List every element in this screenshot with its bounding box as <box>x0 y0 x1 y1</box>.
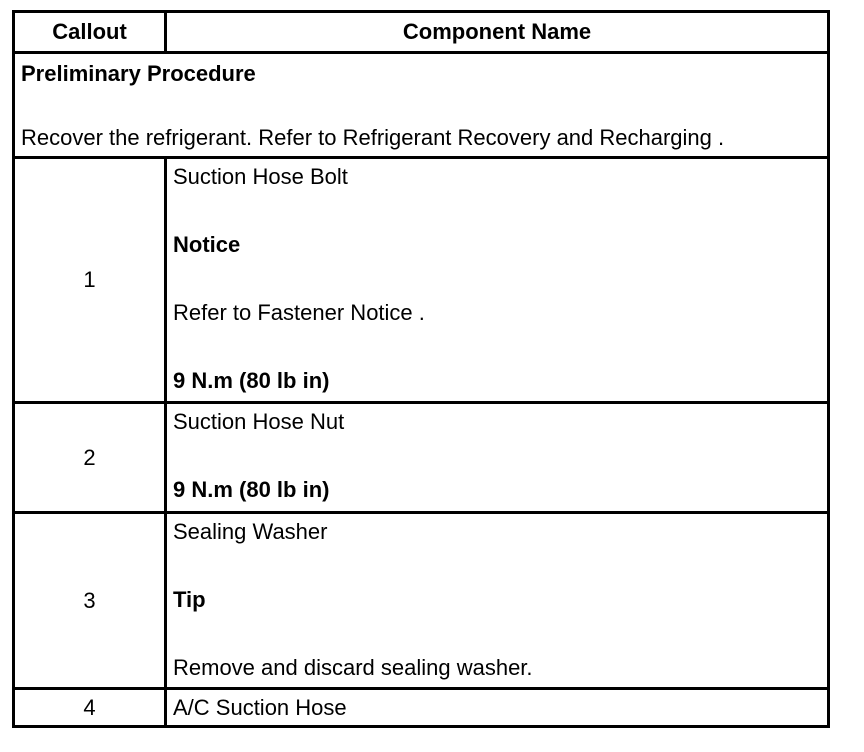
callout-number: 2 <box>14 403 166 513</box>
preliminary-title: Preliminary Procedure <box>21 61 256 86</box>
callout-number: 1 <box>14 158 166 403</box>
table-row <box>14 158 829 403</box>
component-name: Sealing Washer <box>173 519 328 544</box>
table-row <box>14 513 829 689</box>
component-name: Suction Hose Nut <box>173 409 345 434</box>
callout-number: 3 <box>14 513 166 689</box>
tip-text: Remove and discard sealing washer. <box>173 655 533 680</box>
torque-spec: 9 N.m (80 lb in) <box>173 368 330 393</box>
table-row <box>14 403 829 513</box>
procedure-table <box>12 10 830 728</box>
preliminary-text: Recover the refrigerant. Refer to Refrigerant Recovery and Recharging . <box>21 125 725 150</box>
component-name-header: Component Name <box>166 12 829 53</box>
torque-spec: 9 N.m (80 lb in) <box>173 477 330 502</box>
component-cell <box>166 513 829 689</box>
component-name: Suction Hose Bolt <box>173 164 348 189</box>
tip-title: Tip <box>173 587 206 612</box>
notice-title: Notice <box>173 232 241 257</box>
notice-text: Refer to Fastener Notice . <box>173 300 425 325</box>
component-name: A/C Suction Hose <box>173 695 347 720</box>
header-row <box>14 12 829 53</box>
table-row <box>14 689 829 727</box>
callout-header: Callout <box>14 12 166 53</box>
preliminary-cell <box>14 53 829 158</box>
component-cell <box>166 689 829 727</box>
callout-number: 4 <box>14 689 166 727</box>
component-cell <box>166 403 829 513</box>
component-cell <box>166 158 829 403</box>
preliminary-row <box>14 53 829 158</box>
